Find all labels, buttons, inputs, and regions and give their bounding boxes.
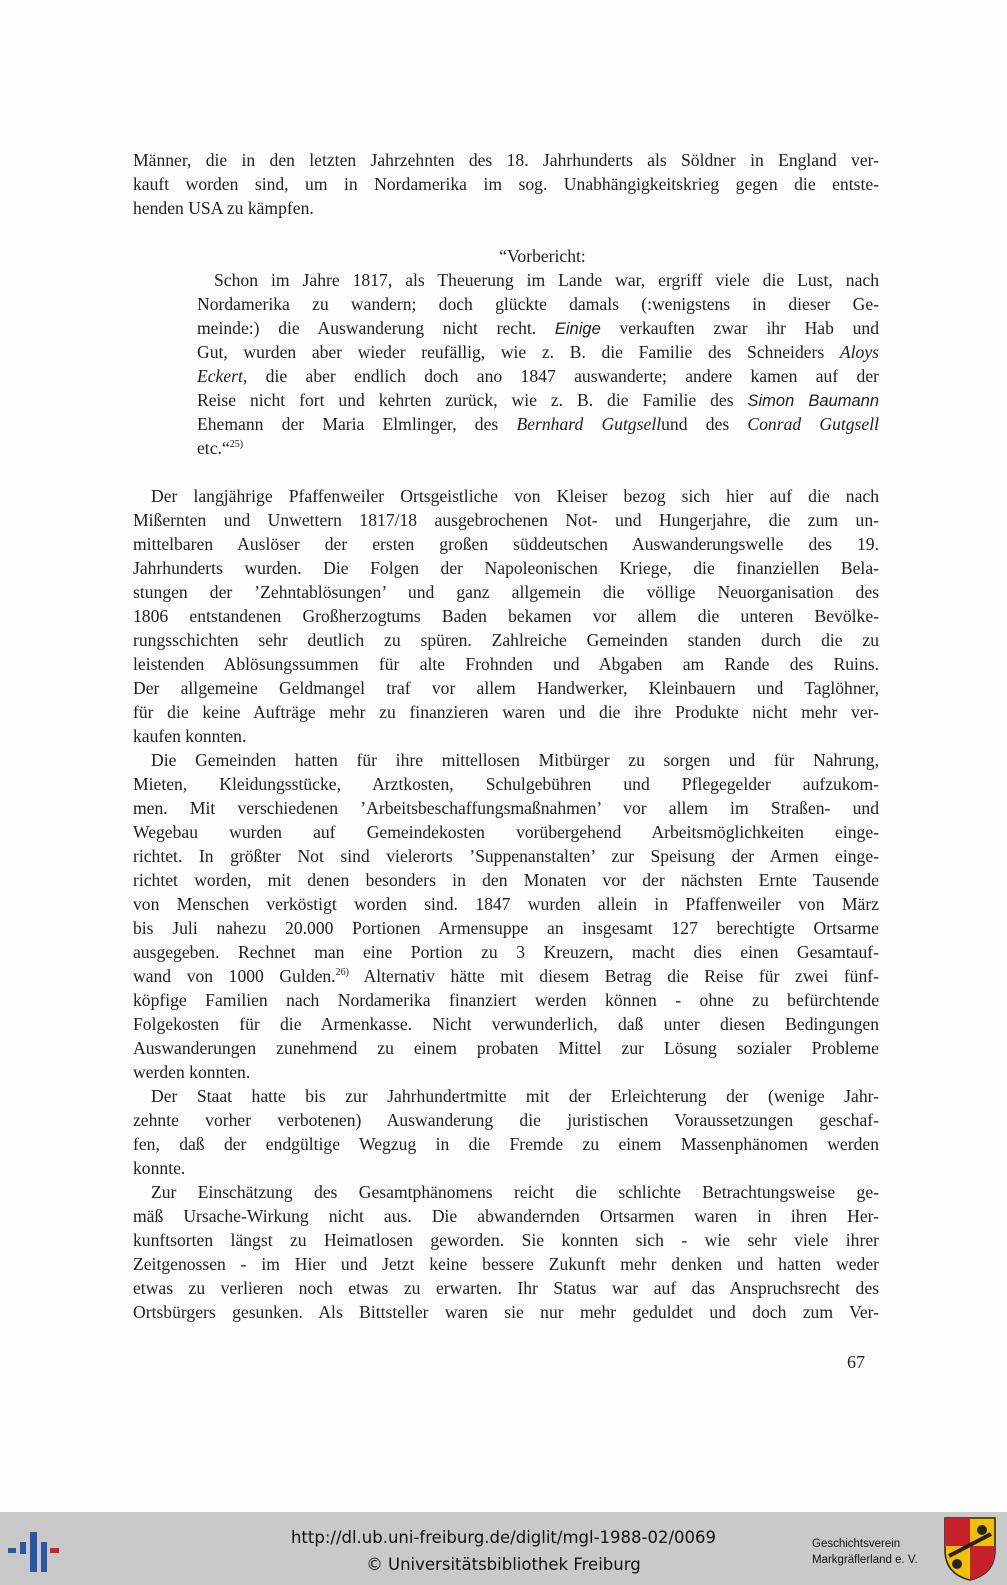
quote-emphasis: Conrad Gutgsell bbox=[747, 414, 879, 434]
quote-emphasis: Aloys bbox=[839, 342, 879, 362]
text-line: Zur Einschätzung des Gesamtphänomens reicht die schlichte Betrachtungsweise ge- bbox=[151, 1182, 879, 1202]
text-line: leistenden Ablösungssummen für alte Frohnden und Abgaben am Rande des Ruins. bbox=[133, 654, 879, 674]
text-line: Wegebau wurden auf Gemeindekosten vorübergehend Arbeitsmöglichkeiten einge- bbox=[133, 822, 879, 842]
text-line: kauft worden sind, um in Nordamerika im sog. Unabhängigkeitskrieg gegen die entste- bbox=[133, 174, 879, 194]
quote-text: Reise nicht fort und kehrten zurück, wie z. B. die Familie des bbox=[197, 390, 734, 410]
text-line: henden USA zu kämpfen. bbox=[133, 198, 314, 218]
text-line: Der Staat hatte bis zur Jahrhundertmitte mit der Erleichterung der (wenige Jahr- bbox=[151, 1086, 879, 1106]
quote-emphasis: Einige bbox=[554, 320, 601, 338]
quote-line bbox=[197, 388, 879, 412]
footer-bar bbox=[0, 1512, 1007, 1585]
text-segment: wand von 1000 Gulden. bbox=[133, 966, 336, 986]
quote-line bbox=[197, 364, 879, 388]
text-line: Die Gemeinden hatten für ihre mittellosen Mitbürger zu sorgen und für Nahrung, bbox=[151, 750, 879, 770]
publisher-line: Geschichtsverein bbox=[812, 1538, 901, 1550]
text-line: für die keine Aufträge mehr zu finanzieren waren und die ihre Produkte nicht mehr ver- bbox=[133, 702, 879, 722]
quote-line bbox=[197, 316, 879, 340]
copyright-text: © Universitätsbibliothek Freiburg bbox=[366, 1555, 641, 1574]
text-line bbox=[133, 964, 879, 988]
text-line: Mißernten und Unwettern 1817/18 ausgebrochenen Not- und Hungerjahre, die zum un- bbox=[133, 510, 879, 530]
text-line: werden konnten. bbox=[133, 1062, 251, 1082]
text-segment: Alternativ hätte mit diesem Betrag die Reise für zwei fünf- bbox=[363, 966, 879, 986]
text-line: 1806 entstandenen Großherzogtums Baden bekamen vor allem die unteren Bevölke- bbox=[133, 606, 879, 626]
footnote-ref: 25) bbox=[229, 439, 244, 450]
quote-text: etc.“ bbox=[197, 438, 230, 458]
quote-text: die aber endlich doch ano 1847 auswanderte; andere kamen auf der bbox=[265, 366, 879, 386]
text-line: rungsschichten sehr deutlich zu spüren. Zahlreiche Gemeinden standen durch die zu bbox=[133, 630, 879, 650]
quote-line bbox=[197, 412, 879, 436]
text-line: Männer, die in den letzten Jahrzehnten des 18. Jahrhunderts als Söldner in England ver- bbox=[133, 150, 879, 170]
quote-text: verkauften zwar ihr Hab und bbox=[619, 318, 879, 338]
coat-of-arms-icon bbox=[943, 1516, 997, 1582]
text-line: zehnte vorher verbotenen) Auswanderung die juristischen Voraussetzungen geschaf- bbox=[133, 1110, 879, 1130]
text-line: Auswanderungen zunehmend zu einem probaten Mittel zur Lösung sozialer Probleme bbox=[133, 1038, 879, 1058]
text-line: Der allgemeine Geldmangel traf vor allem Handwerker, Kleinbauern und Taglöhner, bbox=[133, 678, 879, 698]
quote-line: Nordamerika zu wandern; doch glückte damals (:wenigstens in dieser Ge- bbox=[197, 294, 879, 314]
text-line: etwas zu verlieren noch etwas zu erwarten. Ihr Status war auf das Anspruchsrecht des bbox=[133, 1278, 879, 1298]
page-number: 67 bbox=[847, 1352, 865, 1372]
quote-line bbox=[197, 340, 879, 364]
document-url-link[interactable]: http://dl.ub.uni-freiburg.de/diglit/mgl-1988-02/0069 bbox=[290, 1528, 717, 1547]
text-line: kaufen konnten. bbox=[133, 726, 247, 746]
text-line: richtet worden, mit denen besonders in den Monaten vor der nächsten Ernte Tausende bbox=[133, 870, 879, 890]
text-line: mittelbaren Auslöser der ersten großen süddeutschen Auswanderungswelle des 19. bbox=[133, 534, 879, 554]
text-line: men. Mit verschiedenen ’Arbeitsbeschaffungsmaßnahmen’ vor allem im Straßen- und bbox=[133, 798, 879, 818]
footnote-ref: 26) bbox=[335, 967, 349, 978]
text-line: kunftsorten längst zu Heimatlosen geworden. Sie konnten sich - wie sehr viele ihrer bbox=[133, 1230, 879, 1250]
text-line: köpfige Familien nach Nordamerika finanziert werden können - ohne zu befürchtende bbox=[133, 990, 879, 1010]
quote-text: und des bbox=[661, 414, 730, 434]
publisher-line: Markgräflerland e. V. bbox=[812, 1554, 918, 1566]
text-line: richtet. In größter Not sind vielerorts ’Suppenanstalten’ zur Speisung der Armen einge- bbox=[133, 846, 879, 866]
quote-text: meinde:) die Auswanderung nicht recht. bbox=[197, 318, 537, 338]
text-line: mäß Ursache-Wirkung nicht aus. Die abwandernden Ortsarmen waren in ihren Her- bbox=[133, 1206, 879, 1226]
quote-line: Schon im Jahre 1817, als Theuerung im Lande war, ergriff viele die Lust, nach bbox=[214, 270, 879, 290]
quote-emphasis: Eckert, bbox=[197, 366, 248, 386]
publisher-name bbox=[812, 1536, 918, 1568]
text-line: konnte. bbox=[133, 1158, 186, 1178]
quote-title: “Vorbericht: bbox=[499, 246, 586, 266]
text-line: Der langjährige Pfaffenweiler Ortsgeistliche von Kleiser bezog sich hier auf die nach bbox=[151, 486, 879, 506]
quote-line bbox=[197, 436, 879, 460]
text-line: bis Juli nahezu 20.000 Portionen Armensuppe an insgesamt 127 berechtigte Ortsarme bbox=[133, 918, 879, 938]
text-line: Folgekosten für die Armenkasse. Nicht verwunderlich, daß unter diesen Bedingungen bbox=[133, 1014, 879, 1034]
text-line: stungen der ’Zehntablösungen’ und ganz allgemein die völlige Neuorganisation des bbox=[133, 582, 879, 602]
text-line: Jahrhunderts wurden. Die Folgen der Napoleonischen Kriege, die finanziellen Bela- bbox=[133, 558, 879, 578]
quote-text: Gut, wurden aber wieder reufällig, wie z. B. die Familie des Schneiders bbox=[197, 342, 825, 362]
text-line: ausgegeben. Rechnet man eine Portion zu 3 Kreuzern, macht dies einen Gesamtauf- bbox=[133, 942, 879, 962]
text-line: Zeitgenossen - im Hier und Jetzt keine bessere Zukunft mehr denken und hatten weder bbox=[133, 1254, 879, 1274]
quote-emphasis: Simon Baumann bbox=[747, 392, 880, 410]
quote-emphasis: Bernhard Gutgsell bbox=[516, 414, 662, 434]
quote-text: Ehemann der Maria Elmlinger, des bbox=[197, 414, 499, 434]
text-line: Ortsbürgers gesunken. Als Bittsteller waren sie nur mehr geduldet und doch zum Ver- bbox=[133, 1302, 879, 1322]
text-line: von Menschen verköstigt worden sind. 1847 wurden allein in Pfaffenweiler von März bbox=[133, 894, 879, 914]
text-line: fen, daß der endgültige Wegzug in die Fremde zu einem Massenphänomen werden bbox=[133, 1134, 879, 1154]
text-line: Mieten, Kleidungsstücke, Arztkosten, Schulgebühren und Pflegegelder aufzukom- bbox=[133, 774, 879, 794]
